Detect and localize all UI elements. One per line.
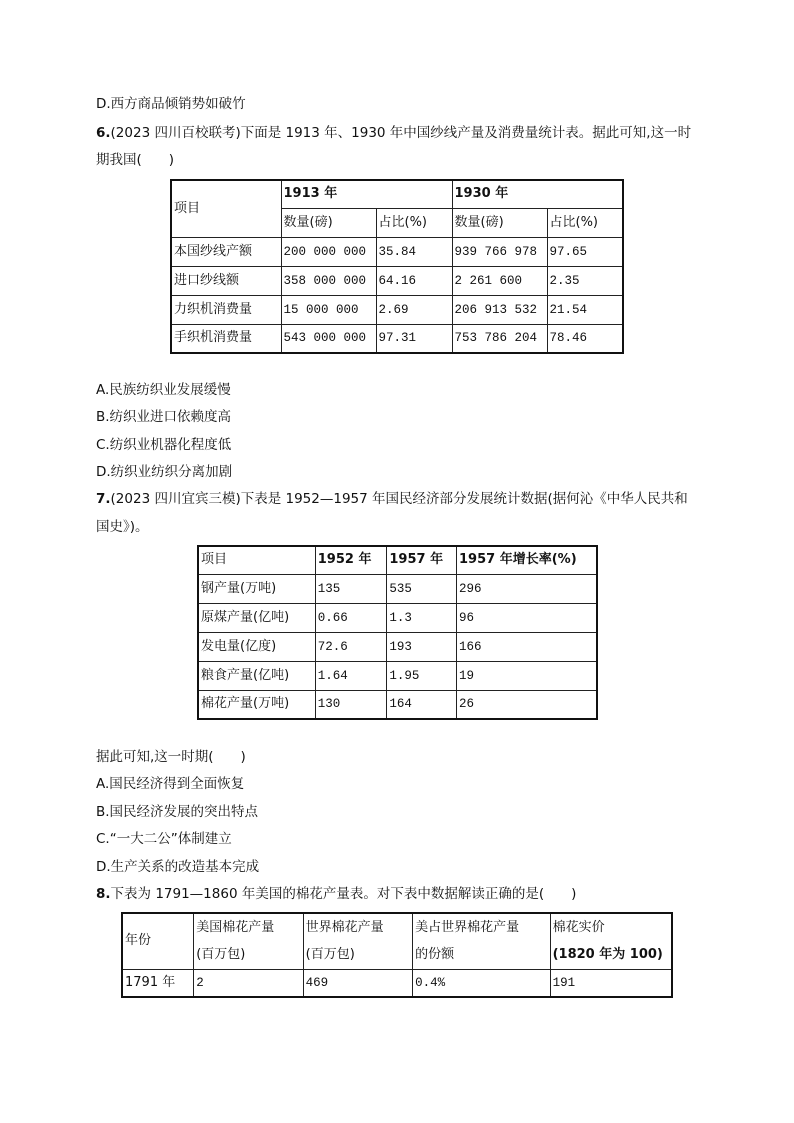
q8-cell: 469 <box>303 969 412 997</box>
q6-table-row <box>171 324 623 353</box>
q8-header-world-line2: (百万包) <box>305 947 355 963</box>
q7-cell: 296 <box>457 574 597 603</box>
q6-stem-text: (2023 四川百校联考)下面是 1913 年、1930 年中国纱线产量及消费量统计表。据此可知,这一时 <box>110 125 692 141</box>
q6-qty1-header: 数量(磅) <box>281 208 376 237</box>
q6-cell: 97.65 <box>547 237 623 266</box>
q7-cell: 1.3 <box>387 603 457 632</box>
q7-cell: 72.6 <box>315 632 387 661</box>
q6-cell: 15 000 000 <box>281 295 376 324</box>
q8-header-us <box>194 913 303 969</box>
q6-item-header: 项目 <box>171 180 281 237</box>
q6-cell: 64.16 <box>376 266 452 295</box>
q6-cell: 78.46 <box>547 324 623 353</box>
q7-header-item: 项目 <box>198 546 315 574</box>
q7-cell: 535 <box>387 574 457 603</box>
q7-row-label: 发电量(亿度) <box>198 632 315 661</box>
q6-stem-line2: 期我国( ) <box>96 152 175 168</box>
q8-header-us-line2: (百万包) <box>196 947 246 963</box>
q6-cell: 2.35 <box>547 266 623 295</box>
q7-row-label: 棉花产量(万吨) <box>198 690 315 719</box>
q7-row-label: 钢产量(万吨) <box>198 574 315 603</box>
q6-table-row <box>171 295 623 324</box>
q6-cell: 753 786 204 <box>452 324 547 353</box>
q8-cell: 191 <box>550 969 672 997</box>
q7-header-growth: 1957 年增长率(%) <box>457 546 597 574</box>
q7-cell: 26 <box>457 690 597 719</box>
q7-table-row <box>198 632 597 661</box>
q8-table-row <box>122 969 672 997</box>
q7-header-1952: 1952 年 <box>315 546 387 574</box>
q6-cell: 21.54 <box>547 295 623 324</box>
q8-header-price-line1: 棉花实价 <box>552 920 605 936</box>
q6-option-b: B.纺织业进口依赖度高 <box>96 409 232 425</box>
q7-cell: 135 <box>315 574 387 603</box>
q6-option-d: D.纺织业纺织分离加剧 <box>96 464 233 480</box>
q7-row-label: 粮食产量(亿吨) <box>198 661 315 690</box>
q8-cell: 2 <box>194 969 303 997</box>
q7-table-row <box>198 574 597 603</box>
q7-cell: 130 <box>315 690 387 719</box>
q7-cell: 1.64 <box>315 661 387 690</box>
q8-cell-year: 1791 年 <box>122 969 194 997</box>
q8-header-price <box>550 913 672 969</box>
q7-option-b: B.国民经济发展的突出特点 <box>96 804 259 820</box>
q6-cell: 2.69 <box>376 295 452 324</box>
q6-year1-header: 1913 年 <box>281 180 452 208</box>
q7-cell: 19 <box>457 661 597 690</box>
q7-table-row <box>198 690 597 719</box>
q7-option-d: D.生产关系的改造基本完成 <box>96 859 260 875</box>
q8-header-share-line2: 的份额 <box>415 947 455 963</box>
q6-row-label: 手织机消费量 <box>171 324 281 353</box>
q7-header-1957: 1957 年 <box>387 546 457 574</box>
q7-row-label: 原煤产量(亿吨) <box>198 603 315 632</box>
q8-table <box>121 912 673 998</box>
q8-header-price-line2: (1820 年为 100) <box>552 947 663 963</box>
q6-stem-line1 <box>96 124 691 142</box>
q6-table <box>170 179 624 354</box>
q6-option-a: A.民族纺织业发展缓慢 <box>96 382 231 398</box>
prev-option-d: D.西方商品倾销势如破竹 <box>96 96 246 112</box>
q7-option-c: C.“一大二公”体制建立 <box>96 831 232 847</box>
q8-number: 8. <box>96 886 111 902</box>
q8-header-share-line1: 美占世界棉花产量 <box>415 920 520 936</box>
q6-number: 6. <box>96 125 111 141</box>
q7-cell: 164 <box>387 690 457 719</box>
q8-header-share <box>413 913 550 969</box>
q6-option-c: C.纺织业机器化程度低 <box>96 437 232 453</box>
q6-table-row <box>171 237 623 266</box>
q7-cell: 1.95 <box>387 661 457 690</box>
q6-cell: 939 766 978 <box>452 237 547 266</box>
q6-cell: 200 000 000 <box>281 237 376 266</box>
q8-header-year: 年份 <box>122 913 194 969</box>
q8-header-world-line1: 世界棉花产量 <box>305 920 384 936</box>
q7-stem-text: (2023 四川宜宾三模)下表是 1952—1957 年国民经济部分发展统计数据(据何沁《中华人民共和 <box>110 491 688 507</box>
q6-year2-header: 1930 年 <box>452 180 623 208</box>
q8-stem <box>96 885 576 903</box>
q6-cell: 543 000 000 <box>281 324 376 353</box>
q6-cell: 206 913 532 <box>452 295 547 324</box>
q6-row-label: 力织机消费量 <box>171 295 281 324</box>
q7-cell: 166 <box>457 632 597 661</box>
q6-cell: 358 000 000 <box>281 266 376 295</box>
q6-cell: 2 261 600 <box>452 266 547 295</box>
q8-cell: 0.4% <box>413 969 550 997</box>
q7-table-row <box>198 661 597 690</box>
q8-header-us-line1: 美国棉花产量 <box>196 920 275 936</box>
q6-pct2-header: 占比(%) <box>547 208 623 237</box>
q7-after-text: 据此可知,这一时期( ) <box>96 749 246 765</box>
q7-number: 7. <box>96 491 111 507</box>
q6-row-label: 进口纱线额 <box>171 266 281 295</box>
q6-cell: 35.84 <box>376 237 452 266</box>
q7-table <box>197 545 598 720</box>
q7-cell: 193 <box>387 632 457 661</box>
q7-table-row <box>198 603 597 632</box>
q6-qty2-header: 数量(磅) <box>452 208 547 237</box>
q7-option-a: A.国民经济得到全面恢复 <box>96 776 245 792</box>
q7-cell: 0.66 <box>315 603 387 632</box>
q7-stem-line1 <box>96 490 688 508</box>
q6-row-label: 本国纱线产额 <box>171 237 281 266</box>
q6-table-row <box>171 266 623 295</box>
q6-cell: 97.31 <box>376 324 452 353</box>
q7-stem-line2: 国史》)。 <box>96 519 149 535</box>
q8-header-world <box>303 913 412 969</box>
q8-stem-text: 下表为 1791—1860 年美国的棉花产量表。对下表中数据解读正确的是( ) <box>110 886 577 902</box>
q6-pct1-header: 占比(%) <box>376 208 452 237</box>
q7-cell: 96 <box>457 603 597 632</box>
